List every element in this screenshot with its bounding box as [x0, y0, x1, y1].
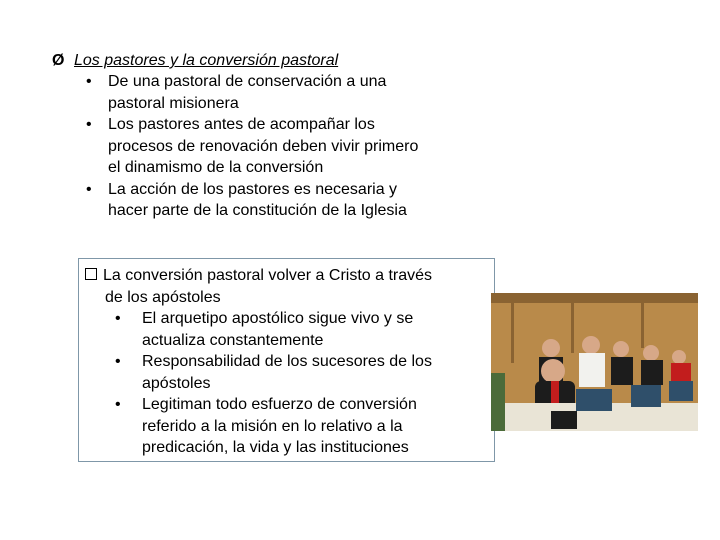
box-bullet-list [115, 308, 460, 459]
list-item-text: Los pastores antes de acompañar los [108, 116, 375, 133]
list-item-text: De una pastoral de conservación a una [108, 73, 387, 90]
list-item-text: El arquetipo apostólico sigue vivo y se [142, 310, 414, 327]
bullet-icon: • [86, 116, 92, 133]
section-heading [52, 51, 338, 71]
box-heading-text: La conversión pastoral volver a Cristo a través [103, 267, 433, 284]
list-item-text: referido a la misión en lo relativo a la [142, 417, 403, 435]
list-item-text: procesos de renovación deben vivir primero [108, 137, 419, 155]
heading-text: Los pastores y la conversión pastoral [74, 52, 339, 69]
box-heading-text: de los apóstoles [105, 288, 221, 306]
list-item-text: apóstoles [142, 374, 211, 392]
content-box [78, 258, 495, 462]
list-item-text: pastoral misionera [108, 94, 239, 112]
list-item-text: hacer parte de la constitución de la Iglesia [108, 202, 407, 219]
list-item-text: actualiza constantemente [142, 331, 324, 349]
list-item-text: Responsabilidad de los sucesores de los [142, 353, 432, 370]
top-bullet-list [86, 71, 486, 222]
checkbox-bullet-icon [85, 268, 97, 280]
list-item [86, 114, 486, 179]
list-item [86, 71, 486, 114]
bullet-icon: • [86, 73, 92, 90]
list-item-text: predicación, la vida y las instituciones [142, 439, 409, 456]
list-item-text: el dinamismo de la conversión [108, 159, 324, 176]
list-item [115, 394, 460, 459]
meeting-photo [491, 293, 698, 431]
bullet-icon: • [86, 180, 92, 198]
list-item [115, 351, 460, 394]
box-heading [85, 265, 485, 308]
meeting-photo-icon [491, 293, 698, 431]
bullet-icon: • [115, 310, 121, 327]
bullet-icon: • [115, 353, 121, 370]
list-item-text: Legitiman todo esfuerzo de conversión [142, 396, 417, 413]
bullet-icon: • [115, 396, 121, 413]
arrow-bullet-icon: Ø [52, 52, 65, 69]
list-item [115, 308, 460, 351]
list-item-text: La acción de los pastores es necesaria y [108, 180, 398, 198]
list-item [86, 179, 486, 222]
